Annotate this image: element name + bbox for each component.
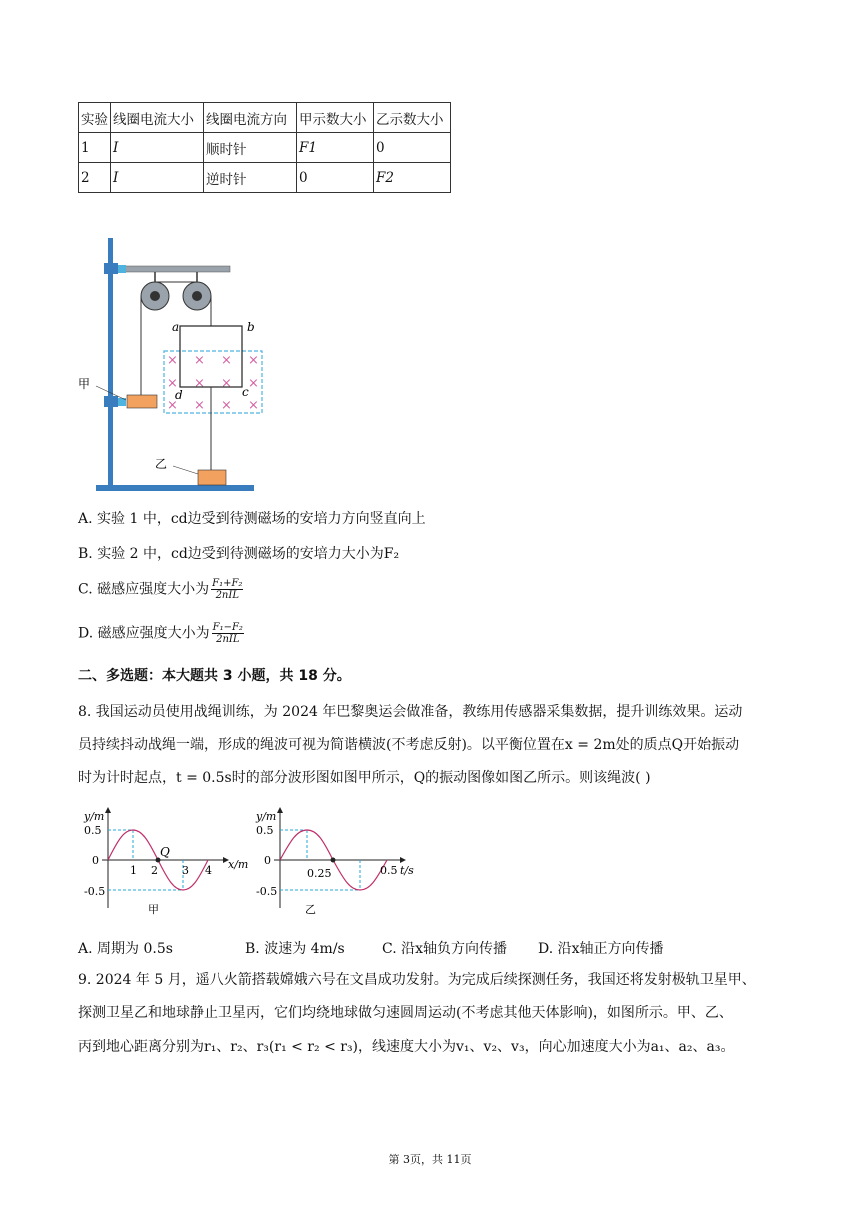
point-q-label: Q: [160, 845, 170, 859]
stand-base: [96, 485, 254, 491]
y-tick-label: -0.5: [256, 885, 278, 898]
x-tick-label: 2: [151, 864, 158, 877]
q8-option-b: B. 波速为 4m/s: [245, 941, 345, 957]
y-axis-label: y/m: [256, 810, 277, 823]
field-cross: ×: [194, 376, 205, 391]
table-header: 乙示数大小: [374, 103, 451, 133]
graph-yi: [250, 800, 430, 925]
graph-caption: 甲: [148, 903, 159, 916]
table-header: 线圈电流方向: [204, 103, 297, 133]
q9-line-2: 探测卫星乙和地球静止卫星丙，它们均绕地球做匀速圆周运动(不考虑其他天体影响)，如图所示。甲、乙、: [78, 1005, 733, 1021]
table-row: [79, 133, 451, 163]
option-d: [78, 622, 244, 645]
y-axis-label: y/m: [84, 810, 105, 823]
table-cell: I: [111, 133, 204, 163]
sensor-jia: [127, 395, 157, 408]
fraction-numerator: F₁−F₂: [212, 622, 243, 633]
q8-line-2: 员持续抖动战绳一端，形成的绳波可视为简谐横波(不考虑反射)。以平衡位置在x = 2m处的质点Q开始振动: [78, 737, 740, 753]
field-cross: ×: [167, 353, 178, 368]
q8-line-3: 时为计时起点，t = 0.5s时的部分波形图如图甲所示，Q的振动图像如图乙所示。则该绳波( ): [78, 770, 651, 786]
label-d: d: [175, 388, 183, 402]
top-arm: [110, 266, 230, 272]
table-cell: 0: [374, 133, 451, 163]
field-cross: ×: [221, 398, 232, 413]
table-cell: F1: [297, 133, 374, 163]
table-cell: F2: [374, 163, 451, 193]
field-cross: ×: [248, 398, 259, 413]
q8-option-c: C. 沿x轴负方向传播: [382, 941, 508, 957]
label-yi: 乙: [155, 457, 168, 471]
x-tick-label: 0.5: [380, 864, 398, 877]
sensor-yi: [198, 470, 226, 485]
table-header: 线圈电流大小: [111, 103, 204, 133]
fraction-denominator: 2nIL: [216, 634, 240, 645]
x-tick-label: 1: [130, 864, 137, 877]
x-tick-label: 4: [205, 864, 212, 877]
y-tick-label: 0.5: [256, 824, 274, 837]
table-header-row: [79, 103, 451, 133]
experiment-table: [78, 102, 451, 193]
field-cross: ×: [167, 376, 178, 391]
option-d-text: D. 磁感应强度大小为: [78, 625, 210, 642]
field-cross: ×: [221, 376, 232, 391]
table-header: 实验: [79, 103, 111, 133]
table-cell: 2: [79, 163, 111, 193]
table-cell: 0: [297, 163, 374, 193]
field-cross: ×: [194, 398, 205, 413]
table-cell: 顺时针: [204, 133, 297, 163]
top-clamp: [104, 263, 118, 274]
q8-line-1: 8. 我国运动员使用战绳训练，为 2024 年巴黎奥运会做准备，教练用传感器采集数据，提升训练效果。运动: [78, 704, 743, 720]
graph-jia: [78, 800, 258, 925]
x-axis-label: t/s: [400, 864, 414, 877]
table-cell: 1: [79, 133, 111, 163]
q8-option-a: A. 周期为 0.5s: [78, 941, 173, 957]
fraction-numerator: F₁+F₂: [212, 578, 243, 589]
x-tick-label: 0.25: [307, 867, 332, 880]
y-tick-label: -0.5: [84, 885, 106, 898]
graph-caption: 乙: [305, 903, 316, 916]
table-row: [79, 163, 451, 193]
y-tick-label: 0: [264, 854, 271, 867]
field-cross: ×: [248, 376, 259, 391]
field-cross: ×: [167, 398, 178, 413]
label-jia: 甲: [78, 377, 91, 391]
x-axis-label: x/m: [228, 858, 249, 871]
fraction: [211, 578, 243, 601]
section-heading: 二、多选题：本大题共 3 小题，共 18 分。: [78, 668, 351, 684]
fraction: [212, 622, 244, 645]
label-b: b: [247, 320, 255, 334]
table-cell: 逆时针: [204, 163, 297, 193]
q8-option-d: D. 沿x轴正方向传播: [538, 941, 664, 957]
table-cell: I: [111, 163, 204, 193]
option-c: [78, 578, 243, 601]
table-header: 甲示数大小: [297, 103, 374, 133]
field-cross: ×: [221, 353, 232, 368]
field-cross: ×: [194, 353, 205, 368]
y-tick-label: 0: [92, 854, 99, 867]
middle-clamp: [104, 396, 118, 407]
option-c-text: C. 磁感应强度大小为: [78, 581, 210, 598]
x-tick-label: 3: [182, 864, 189, 877]
coil-frame: [180, 326, 242, 387]
apparatus-figure: [70, 230, 290, 500]
top-clamp-knob: [118, 265, 126, 273]
option-a: A. 实验 1 中，cd边受到待测磁场的安培力方向竖直向上: [78, 511, 426, 527]
page-footer: 第 3页，共 11页: [388, 1153, 472, 1166]
q9-line-3: 丙到地心距离分别为r₁、r₂、r₃(r₁ < r₂ < r₃)，线速度大小为v₁、v₂、v₃，向心加速度大小为a₁、a₂、a₃。: [78, 1039, 735, 1055]
option-b: B. 实验 2 中，cd边受到待测磁场的安培力大小为F₂: [78, 546, 400, 562]
q9-line-1: 9. 2024 年 5 月，遥八火箭搭载嫦娥六号在文昌成功发射。为完成后续探测任务，我国还将发射极轨卫星甲、: [78, 972, 756, 988]
fraction-denominator: 2nIL: [215, 590, 239, 601]
y-tick-label: 0.5: [84, 824, 102, 837]
field-crosses: [167, 353, 259, 413]
label-a: a: [172, 320, 180, 334]
stand-pole: [108, 238, 113, 486]
label-c: c: [242, 385, 249, 399]
field-cross: ×: [248, 353, 259, 368]
